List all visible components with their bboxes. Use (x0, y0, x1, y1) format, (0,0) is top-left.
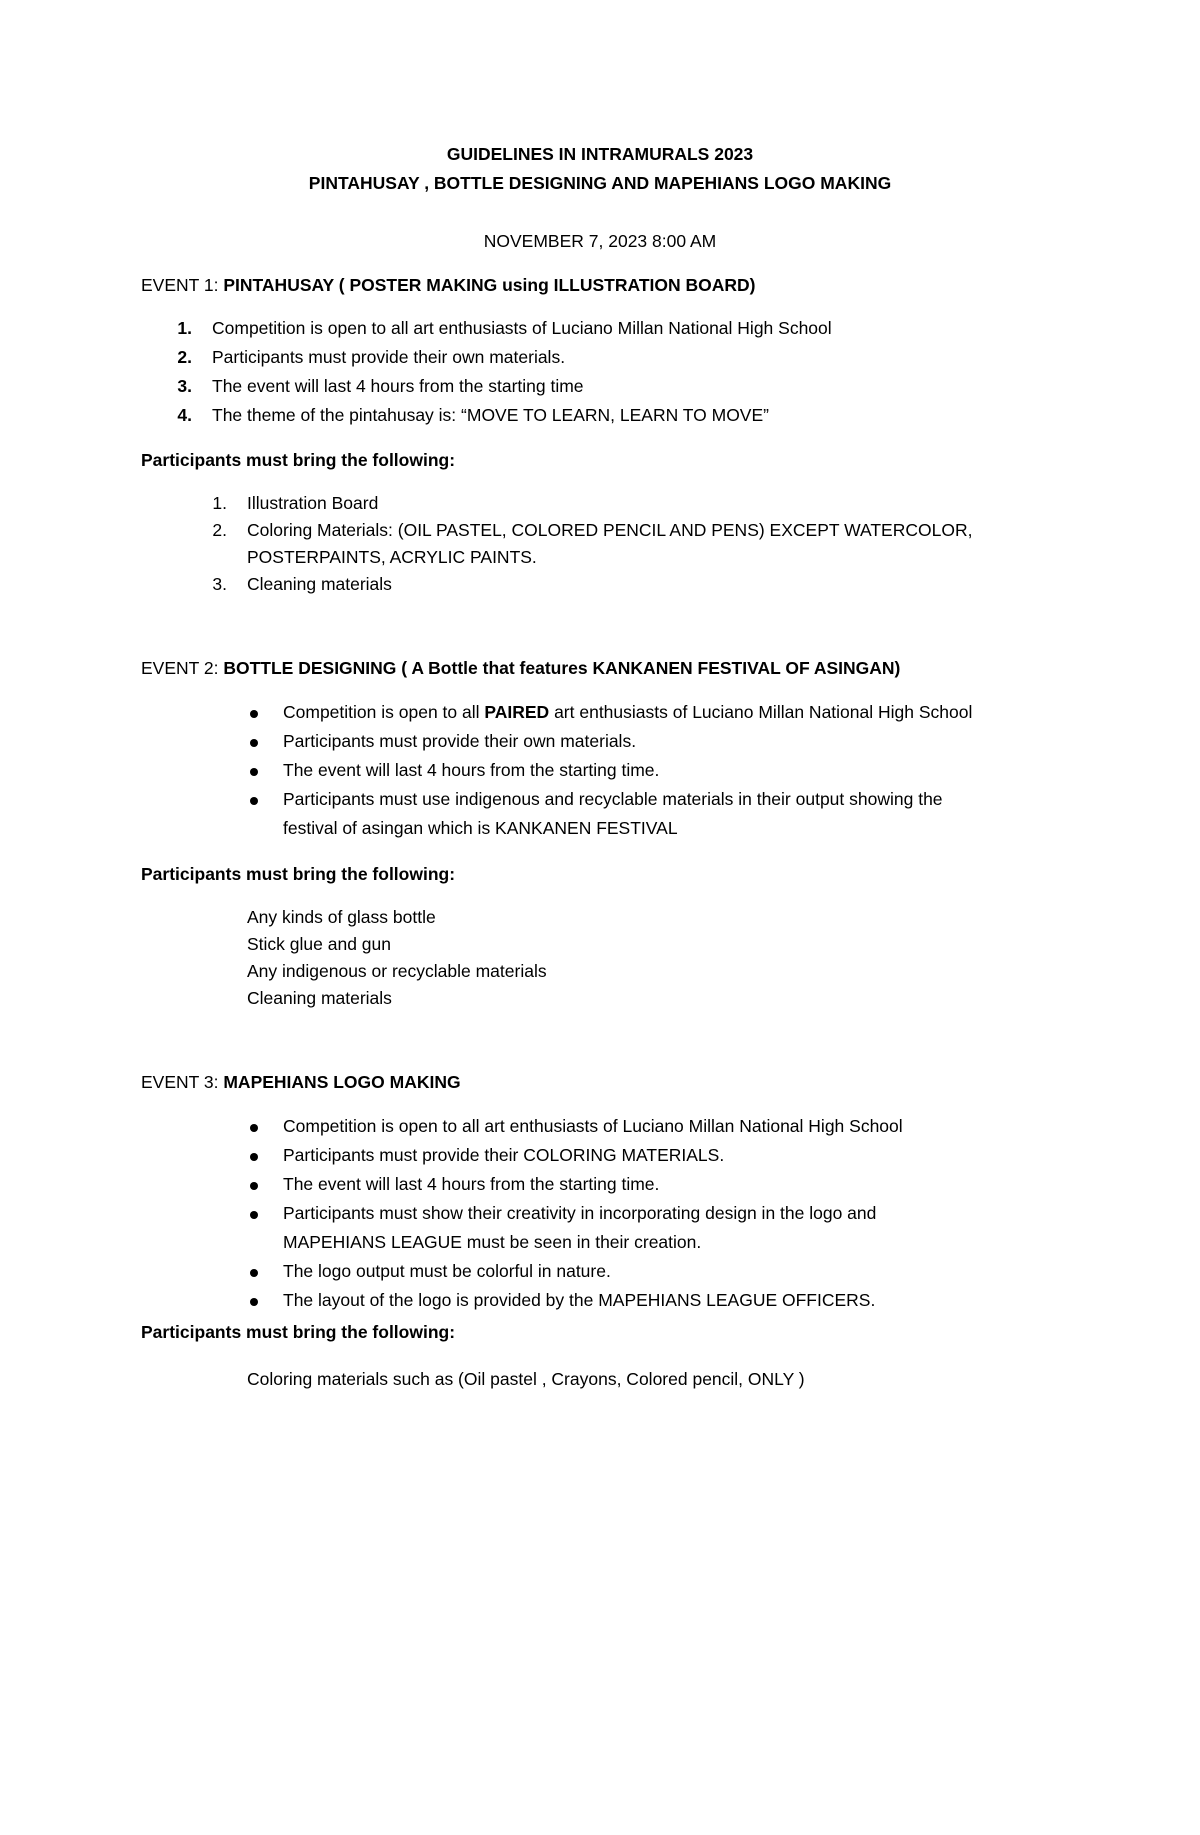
event2-bring-item: Cleaning materials (247, 988, 392, 1008)
bullet-icon (250, 1298, 258, 1306)
event1-rule: Competition is open to all art enthusiasts of Luciano Millan National High School (212, 318, 832, 338)
event1-bring-number: 3. (212, 574, 227, 594)
event3-rule: The event will last 4 hours from the starting time. (283, 1174, 660, 1194)
event1-rule-number: 3. (177, 376, 192, 396)
event2-rule: The event will last 4 hours from the starting time. (283, 760, 660, 780)
event1-rule-number: 4. (177, 405, 192, 425)
event1-rule-number: 2. (177, 347, 192, 367)
event3-rule-continued: MAPEHIANS LEAGUE must be seen in their creation. (283, 1232, 702, 1252)
bullet-icon (250, 797, 258, 805)
event3-label: EVENT 3: (141, 1072, 224, 1092)
event3-title: MAPEHIANS LOGO MAKING (223, 1072, 461, 1092)
event3-rule: Participants must show their creativity in incorporating design in the logo and (283, 1203, 877, 1223)
event2-heading (141, 658, 900, 679)
event3-rule: The logo output must be colorful in nature. (283, 1261, 611, 1281)
event3-rule: Competition is open to all art enthusiasts of Luciano Millan National High School (283, 1116, 903, 1136)
event1-bring-item: Cleaning materials (247, 574, 392, 594)
event1-bring-heading: Participants must bring the following: (141, 450, 456, 470)
event1-rule-number: 1. (177, 318, 192, 338)
event1-rule: The theme of the pintahusay is: “MOVE TO LEARN, LEARN TO MOVE” (212, 405, 769, 425)
event1-title: PINTAHUSAY ( POSTER MAKING using ILLUSTRATION BOARD) (223, 275, 756, 295)
bullet-icon (250, 768, 258, 776)
event2-rule1-pre: Competition is open to all (283, 702, 485, 722)
event-date: NOVEMBER 7, 2023 8:00 AM (483, 231, 717, 251)
event2-bring-item: Any indigenous or recyclable materials (247, 961, 547, 981)
bullet-icon (250, 1269, 258, 1277)
bullet-icon (250, 1211, 258, 1219)
event2-rule: Participants must use indigenous and recyclable materials in their output showing the (283, 789, 943, 809)
event1-bring-number: 1. (212, 493, 227, 513)
event2-rule (283, 702, 972, 723)
bullet-icon (250, 739, 258, 747)
event1-bring-number: 2. (212, 520, 227, 540)
event1-bring-item: Coloring Materials: (OIL PASTEL, COLORED PENCIL AND PENS) EXCEPT WATERCOLOR, (247, 520, 973, 540)
document-title: GUIDELINES IN INTRAMURALS 2023 (446, 144, 754, 164)
event3-bring-heading: Participants must bring the following: (141, 1322, 456, 1342)
event1-heading (141, 275, 756, 296)
bullet-icon (250, 710, 258, 718)
event2-rule1-bold: PAIRED (484, 702, 550, 722)
event2-title: BOTTLE DESIGNING ( A Bottle that features KANKANEN FESTIVAL OF ASINGAN) (223, 658, 901, 678)
event3-rule: Participants must provide their COLORING MATERIALS. (283, 1145, 725, 1165)
bullet-icon (250, 1153, 258, 1161)
event2-rule-continued: festival of asingan which is KANKANEN FESTIVAL (283, 818, 678, 838)
bullet-icon (250, 1182, 258, 1190)
event2-rule: Participants must provide their own materials. (283, 731, 637, 751)
bullet-icon (250, 1124, 258, 1132)
event3-heading (141, 1072, 461, 1093)
event1-rule: Participants must provide their own materials. (212, 347, 566, 367)
event1-bring-item: Illustration Board (247, 493, 379, 513)
document-subtitle: PINTAHUSAY , BOTTLE DESIGNING AND MAPEHIANS LOGO MAKING (308, 173, 892, 193)
event1-rule: The event will last 4 hours from the starting time (212, 376, 584, 396)
event2-bring-item: Any kinds of glass bottle (247, 907, 436, 927)
event3-bring-item: Coloring materials such as (Oil pastel , Crayons, Colored pencil, ONLY ) (247, 1369, 805, 1389)
event2-bring-heading: Participants must bring the following: (141, 864, 456, 884)
event1-bring-item-continued: POSTERPAINTS, ACRYLIC PAINTS. (247, 547, 537, 567)
event1-label: EVENT 1: (141, 275, 224, 295)
event3-rule: The layout of the logo is provided by the MAPEHIANS LEAGUE OFFICERS. (283, 1290, 876, 1310)
event2-rule1-post: art enthusiasts of Luciano Millan National High School (549, 702, 973, 722)
event2-bring-item: Stick glue and gun (247, 934, 391, 954)
event2-label: EVENT 2: (141, 658, 224, 678)
